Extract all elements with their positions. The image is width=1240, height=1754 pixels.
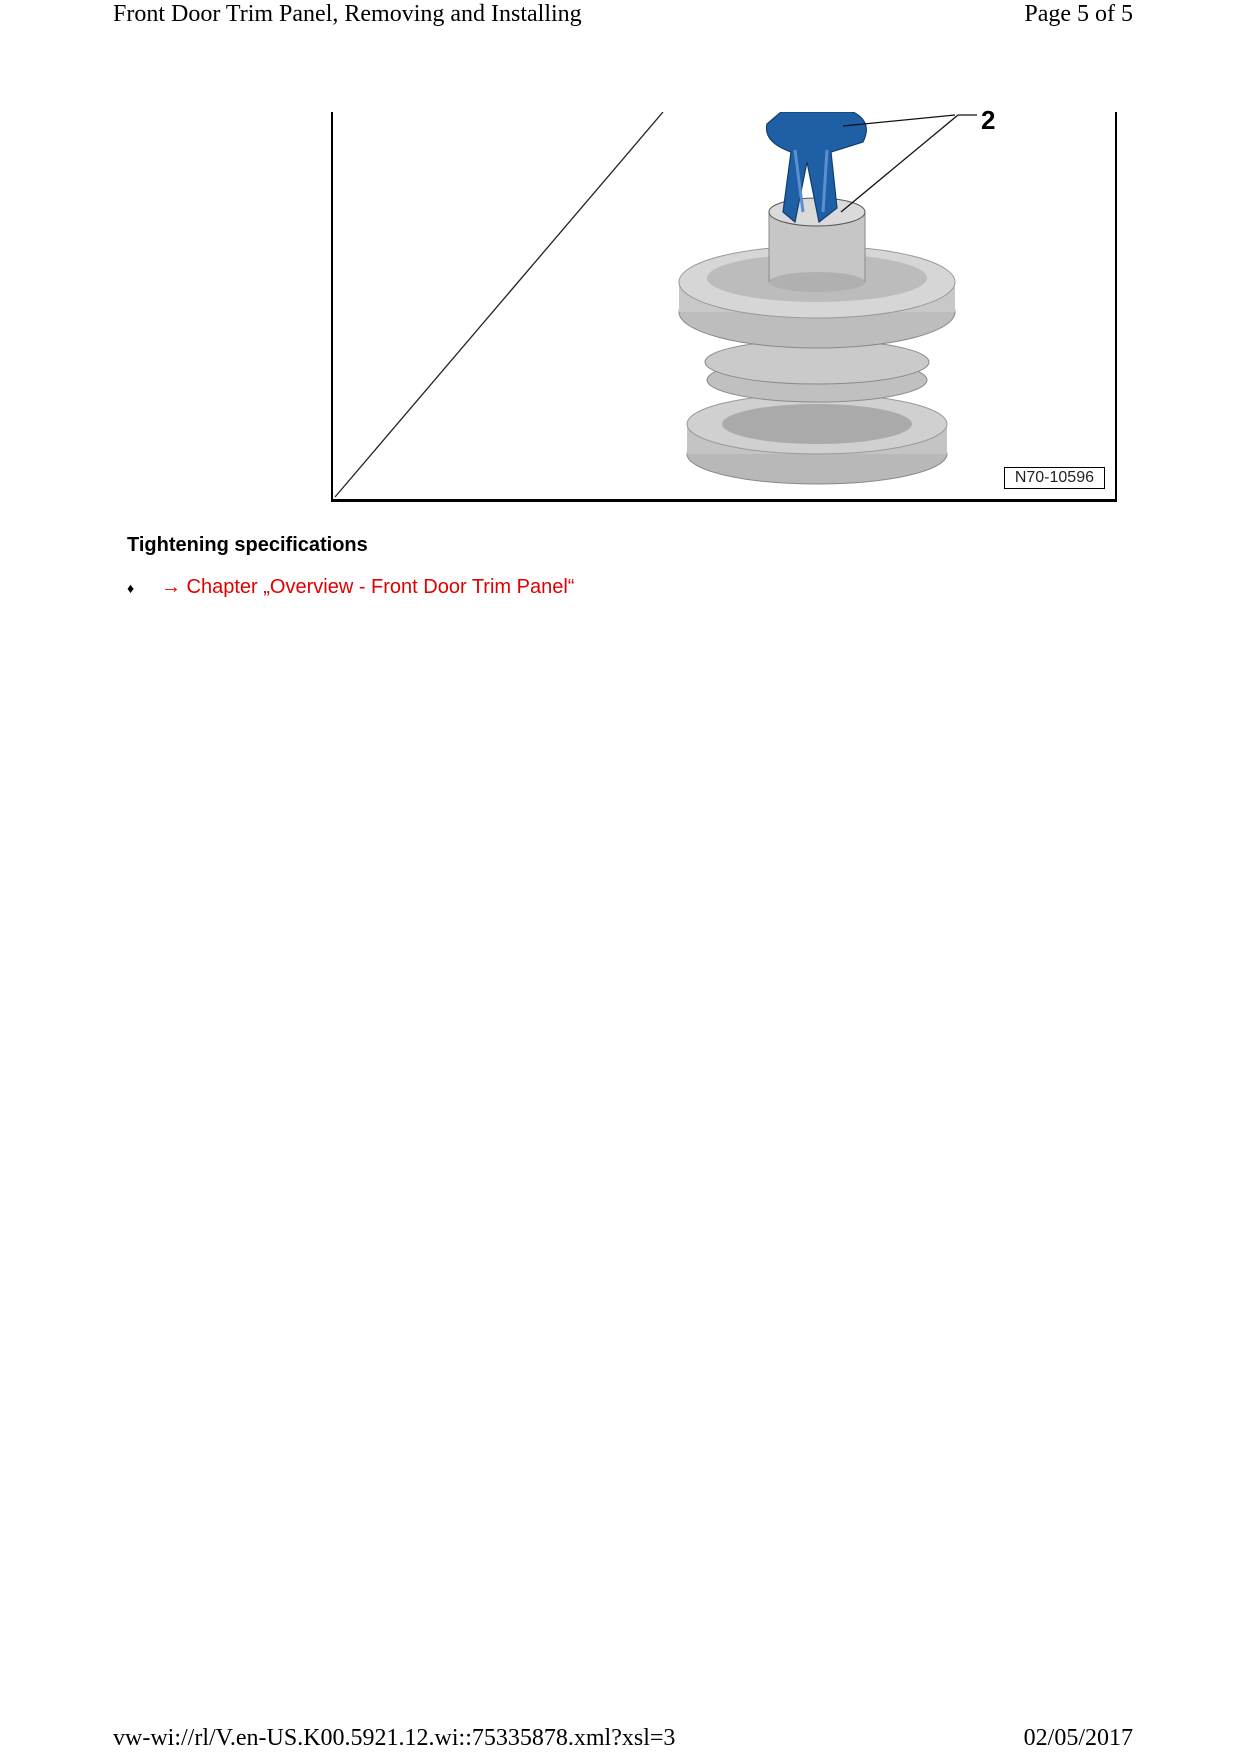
document-url: vw-wi://rl/V.en-US.K00.5921.12.wi::75335878.xml?xsl=3	[113, 1725, 676, 1751]
figure-id-label: N70-10596	[1004, 467, 1105, 489]
clip-illustration	[333, 112, 1119, 502]
page-header	[113, 0, 1133, 28]
illustration-figure	[331, 105, 1117, 502]
print-date: 02/05/2017	[1023, 1725, 1133, 1751]
stem-base	[769, 272, 865, 292]
chapter-overview-link[interactable]: → Chapter „Overview - Front Door Trim Panel“	[161, 576, 575, 598]
bullet-icon: ♦	[127, 579, 135, 596]
specifications-list	[127, 576, 574, 599]
document-title: Front Door Trim Panel, Removing and Installing	[113, 1, 582, 27]
tightening-specifications-heading: Tightening specifications	[127, 534, 368, 556]
callout-label: 2	[981, 105, 996, 135]
diagonal-line	[335, 112, 663, 497]
page-footer	[113, 1724, 1133, 1752]
page-number: Page 5 of 5	[1024, 1, 1133, 27]
base-ring-inner	[722, 404, 912, 444]
